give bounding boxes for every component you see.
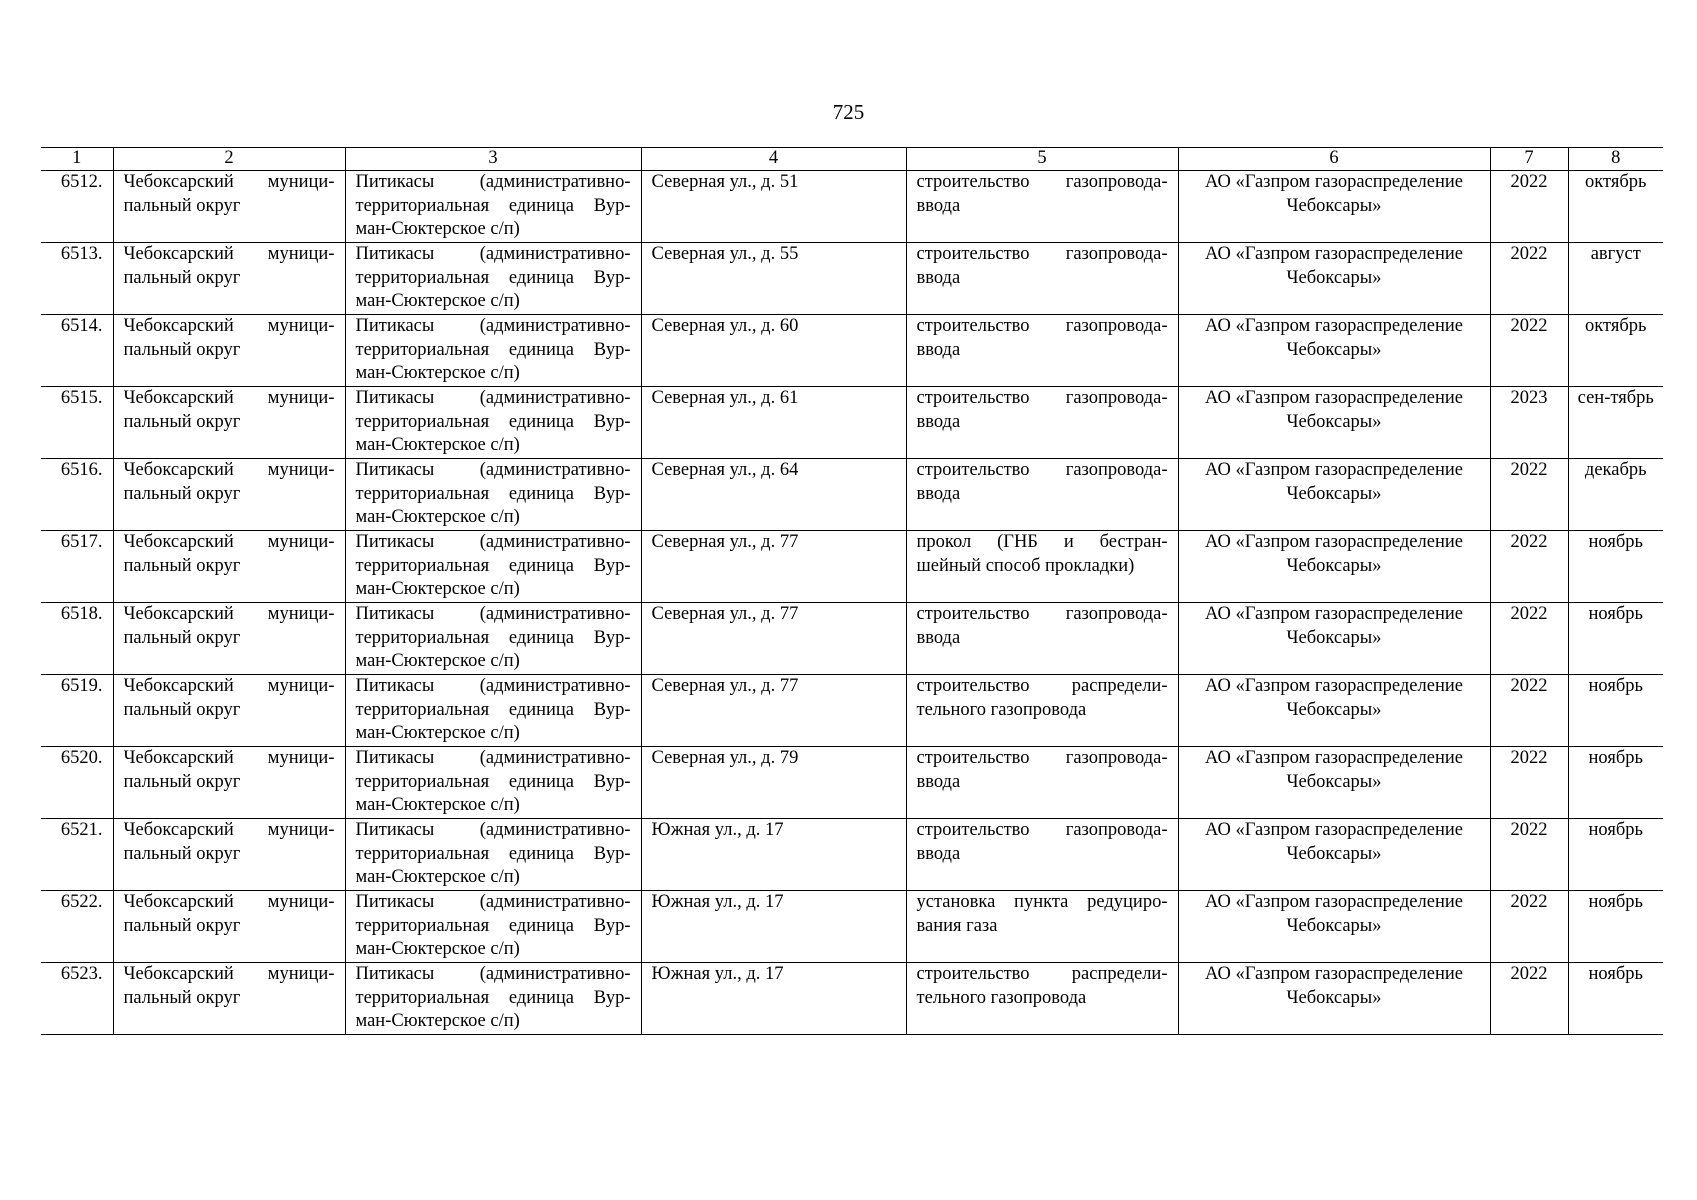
work-type-cell: прокол (ГНБ и бестран-шейный способ прокладки) xyxy=(906,531,1178,603)
organization-cell: АО «Газпром газораспределение Чебоксары» xyxy=(1178,315,1490,387)
year-cell: 2022 xyxy=(1490,171,1568,243)
work-type-cell: строительство газопровода-ввода xyxy=(906,459,1178,531)
work-type-cell: строительство газопровода-ввода xyxy=(906,603,1178,675)
table-row xyxy=(41,747,1663,819)
year-cell: 2022 xyxy=(1490,531,1568,603)
table-row xyxy=(41,531,1663,603)
organization-cell: АО «Газпром газораспределение Чебоксары» xyxy=(1178,603,1490,675)
address-cell: Северная ул., д. 55 xyxy=(641,243,906,315)
column-header-row xyxy=(41,148,1663,171)
locality-cell: Питикасы (административно-территориальная единица Вур-ман-Сюктерское с/п) xyxy=(345,603,641,675)
month-cell: ноябрь xyxy=(1568,747,1663,819)
district-cell: Чебоксарский муници-пальный округ xyxy=(113,315,345,387)
locality-cell: Питикасы (административно-территориальная единица Вур-ман-Сюктерское с/п) xyxy=(345,315,641,387)
column-header: 5 xyxy=(906,148,1178,171)
row-number-cell: 6519. xyxy=(41,675,113,747)
address-cell: Южная ул., д. 17 xyxy=(641,963,906,1035)
table-row xyxy=(41,675,1663,747)
organization-cell: АО «Газпром газораспределение Чебоксары» xyxy=(1178,819,1490,891)
organization-cell: АО «Газпром газораспределение Чебоксары» xyxy=(1178,747,1490,819)
table-row xyxy=(41,819,1663,891)
address-cell: Северная ул., д. 51 xyxy=(641,171,906,243)
column-header: 4 xyxy=(641,148,906,171)
district-cell: Чебоксарский муници-пальный округ xyxy=(113,675,345,747)
table-row xyxy=(41,963,1663,1035)
work-type-cell: строительство газопровода-ввода xyxy=(906,171,1178,243)
address-cell: Северная ул., д. 79 xyxy=(641,747,906,819)
month-cell: сен-тябрь xyxy=(1568,387,1663,459)
row-number-cell: 6515. xyxy=(41,387,113,459)
district-cell: Чебоксарский муници-пальный округ xyxy=(113,963,345,1035)
row-number-cell: 6523. xyxy=(41,963,113,1035)
table-row xyxy=(41,315,1663,387)
year-cell: 2022 xyxy=(1490,963,1568,1035)
month-cell: ноябрь xyxy=(1568,963,1663,1035)
organization-cell: АО «Газпром газораспределение Чебоксары» xyxy=(1178,171,1490,243)
table-row xyxy=(41,459,1663,531)
row-number-cell: 6520. xyxy=(41,747,113,819)
organization-cell: АО «Газпром газораспределение Чебоксары» xyxy=(1178,891,1490,963)
locality-cell: Питикасы (административно-территориальная единица Вур-ман-Сюктерское с/п) xyxy=(345,387,641,459)
address-cell: Северная ул., д. 77 xyxy=(641,531,906,603)
locality-cell: Питикасы (административно-территориальная единица Вур-ман-Сюктерское с/п) xyxy=(345,963,641,1035)
column-header: 6 xyxy=(1178,148,1490,171)
address-cell: Южная ул., д. 17 xyxy=(641,891,906,963)
column-header: 2 xyxy=(113,148,345,171)
month-cell: ноябрь xyxy=(1568,891,1663,963)
address-cell: Северная ул., д. 60 xyxy=(641,315,906,387)
table-row xyxy=(41,171,1663,243)
work-type-cell: строительство распредели-тельного газопровода xyxy=(906,963,1178,1035)
locality-cell: Питикасы (административно-территориальная единица Вур-ман-Сюктерское с/п) xyxy=(345,531,641,603)
work-type-cell: установка пункта редуциро-вания газа xyxy=(906,891,1178,963)
year-cell: 2023 xyxy=(1490,387,1568,459)
address-cell: Северная ул., д. 77 xyxy=(641,675,906,747)
district-cell: Чебоксарский муници-пальный округ xyxy=(113,243,345,315)
district-cell: Чебоксарский муници-пальный округ xyxy=(113,747,345,819)
year-cell: 2022 xyxy=(1490,603,1568,675)
organization-cell: АО «Газпром газораспределение Чебоксары» xyxy=(1178,963,1490,1035)
district-cell: Чебоксарский муници-пальный округ xyxy=(113,603,345,675)
month-cell: август xyxy=(1568,243,1663,315)
row-number-cell: 6514. xyxy=(41,315,113,387)
row-number-cell: 6516. xyxy=(41,459,113,531)
row-number-cell: 6521. xyxy=(41,819,113,891)
table-row xyxy=(41,243,1663,315)
table-row xyxy=(41,891,1663,963)
column-header: 1 xyxy=(41,148,113,171)
table-row xyxy=(41,387,1663,459)
address-cell: Северная ул., д. 61 xyxy=(641,387,906,459)
month-cell: ноябрь xyxy=(1568,531,1663,603)
year-cell: 2022 xyxy=(1490,675,1568,747)
table-row xyxy=(41,603,1663,675)
year-cell: 2022 xyxy=(1490,459,1568,531)
row-number-cell: 6522. xyxy=(41,891,113,963)
year-cell: 2022 xyxy=(1490,747,1568,819)
row-number-cell: 6513. xyxy=(41,243,113,315)
month-cell: декабрь xyxy=(1568,459,1663,531)
year-cell: 2022 xyxy=(1490,315,1568,387)
organization-cell: АО «Газпром газораспределение Чебоксары» xyxy=(1178,531,1490,603)
district-cell: Чебоксарский муници-пальный округ xyxy=(113,891,345,963)
gasification-table xyxy=(41,147,1663,1035)
organization-cell: АО «Газпром газораспределение Чебоксары» xyxy=(1178,675,1490,747)
district-cell: Чебоксарский муници-пальный округ xyxy=(113,819,345,891)
page-number: 725 xyxy=(832,100,865,124)
organization-cell: АО «Газпром газораспределение Чебоксары» xyxy=(1178,387,1490,459)
work-type-cell: строительство газопровода-ввода xyxy=(906,747,1178,819)
month-cell: октябрь xyxy=(1568,315,1663,387)
month-cell: ноябрь xyxy=(1568,819,1663,891)
year-cell: 2022 xyxy=(1490,243,1568,315)
locality-cell: Питикасы (административно-территориальная единица Вур-ман-Сюктерское с/п) xyxy=(345,747,641,819)
column-header: 3 xyxy=(345,148,641,171)
month-cell: ноябрь xyxy=(1568,675,1663,747)
organization-cell: АО «Газпром газораспределение Чебоксары» xyxy=(1178,459,1490,531)
work-type-cell: строительство распредели-тельного газопровода xyxy=(906,675,1178,747)
year-cell: 2022 xyxy=(1490,819,1568,891)
district-cell: Чебоксарский муници-пальный округ xyxy=(113,387,345,459)
address-cell: Северная ул., д. 64 xyxy=(641,459,906,531)
month-cell: октябрь xyxy=(1568,171,1663,243)
district-cell: Чебоксарский муници-пальный округ xyxy=(113,459,345,531)
row-number-cell: 6512. xyxy=(41,171,113,243)
locality-cell: Питикасы (административно-территориальная единица Вур-ман-Сюктерское с/п) xyxy=(345,675,641,747)
district-cell: Чебоксарский муници-пальный округ xyxy=(113,531,345,603)
column-header: 8 xyxy=(1568,148,1663,171)
district-cell: Чебоксарский муници-пальный округ xyxy=(113,171,345,243)
work-type-cell: строительство газопровода-ввода xyxy=(906,315,1178,387)
work-type-cell: строительство газопровода-ввода xyxy=(906,819,1178,891)
locality-cell: Питикасы (административно-территориальная единица Вур-ман-Сюктерское с/п) xyxy=(345,891,641,963)
locality-cell: Питикасы (административно-территориальная единица Вур-ман-Сюктерское с/п) xyxy=(345,459,641,531)
work-type-cell: строительство газопровода-ввода xyxy=(906,243,1178,315)
locality-cell: Питикасы (административно-территориальная единица Вур-ман-Сюктерское с/п) xyxy=(345,243,641,315)
month-cell: ноябрь xyxy=(1568,603,1663,675)
row-number-cell: 6517. xyxy=(41,531,113,603)
address-cell: Южная ул., д. 17 xyxy=(641,819,906,891)
row-number-cell: 6518. xyxy=(41,603,113,675)
column-header: 7 xyxy=(1490,148,1568,171)
year-cell: 2022 xyxy=(1490,891,1568,963)
address-cell: Северная ул., д. 77 xyxy=(641,603,906,675)
work-type-cell: строительство газопровода-ввода xyxy=(906,387,1178,459)
locality-cell: Питикасы (административно-территориальная единица Вур-ман-Сюктерское с/п) xyxy=(345,819,641,891)
organization-cell: АО «Газпром газораспределение Чебоксары» xyxy=(1178,243,1490,315)
locality-cell: Питикасы (административно-территориальная единица Вур-ман-Сюктерское с/п) xyxy=(345,171,641,243)
